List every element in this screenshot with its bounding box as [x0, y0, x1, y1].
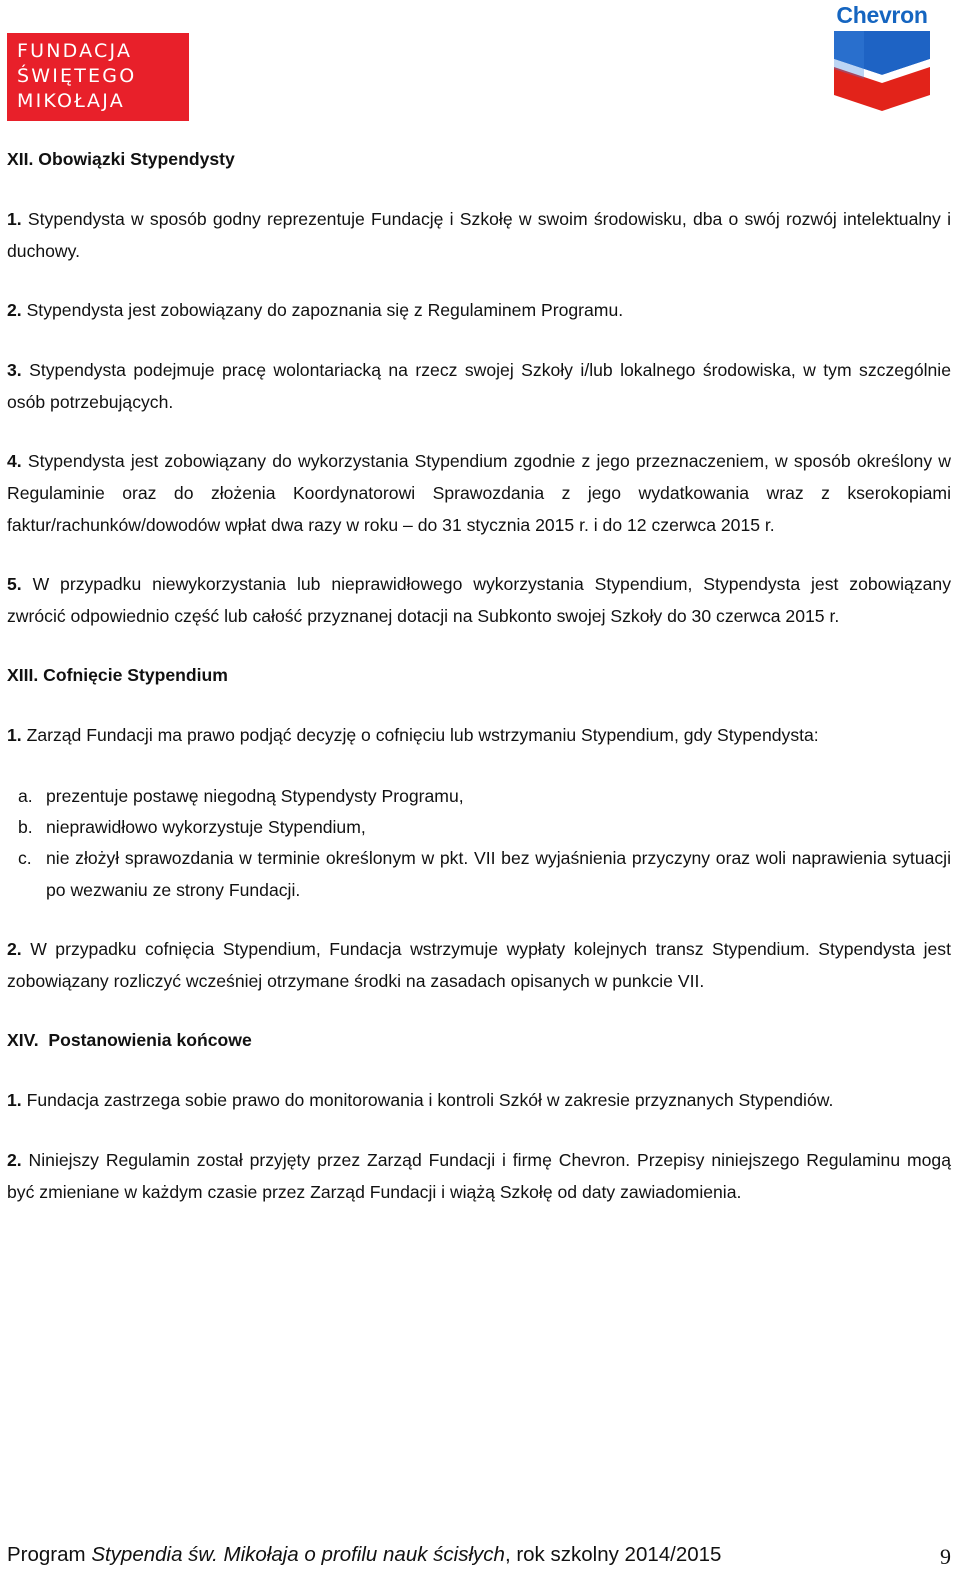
item-number: 4.: [7, 451, 22, 471]
footer-suffix: , rok szkolny 2014/2015: [504, 1543, 722, 1566]
list-marker: c.: [18, 848, 32, 868]
section-xiii-item-1: [7, 719, 951, 751]
item-text: Fundacja zastrzega sobie prawo do monitorowania i kontroli Szkół w zakresie przyznanych Stypendiów.: [21, 1090, 834, 1110]
list-item-c: [18, 842, 951, 906]
list-text: prezentuje postawę niegodną Stypendysty Programu,: [46, 786, 464, 806]
list-item-a: [18, 780, 951, 812]
item-number: 1.: [7, 209, 22, 229]
section-xiv-heading: XIV. Postanowienia końcowe: [7, 1030, 252, 1050]
list-text: nie złożył sprawozdania w terminie określonym w pkt. VII bez wyjaśnienia przyczyny oraz woli naprawienia sytuacji po wezwaniu ze strony Fundacji.: [46, 848, 951, 900]
item-text: Stypendysta jest zobowiązany do wykorzystania Stypendium zgodnie z jego przeznaczeniem, w sposób określony w Regulaminie oraz do złożenia Koordynatorowi Sprawozdania z jego wydatkowania wraz z kserokopiami faktur/rachunków/dowodów wpłat dwa razy w roku – do 31 stycznia 2015 r. i do 12 czerwca 2015 r.: [7, 451, 951, 535]
section-xii-item-5: [7, 568, 951, 632]
list-marker: a.: [18, 786, 33, 806]
item-text: W przypadku cofnięcia Stypendium, Fundacja wstrzymuje wypłaty kolejnych transz Stypendium. Stypendysta jest zobowiązany rozliczyć wcześniej otrzymane środki na zasadach opisanych w punkcie VII.: [7, 939, 951, 991]
item-text: Stypendysta podejmuje pracę wolontariacką na rzecz swojej Szkoły i/lub lokalnego środowiska, w tym szczególnie osób potrzebujących.: [7, 360, 951, 412]
section-xii-item-4: [7, 445, 951, 541]
list-marker: b.: [18, 817, 33, 837]
item-number: 3.: [7, 360, 22, 380]
section-xii-item-3: [7, 354, 951, 418]
section-xiii-heading: XIII. Cofnięcie Stypendium: [7, 665, 228, 685]
item-text: Stypendysta jest zobowiązany do zapoznania się z Regulaminem Programu.: [21, 300, 624, 320]
item-text: Stypendysta w sposób godny reprezentuje Fundację i Szkołę w swoim środowisku, dba o swój rozwój intelektualny i duchowy.: [7, 209, 951, 261]
item-number: 2.: [7, 939, 22, 959]
item-number: 2.: [7, 1150, 22, 1170]
item-number: 1.: [7, 725, 22, 745]
fundacja-logo-line-1: FUNDACJA: [17, 40, 133, 62]
item-text: Niniejszy Regulamin został przyjęty przez Zarząd Fundacji i firmę Chevron. Przepisy niniejszego Regulaminu mogą być zmieniane w każdym czasie przez Zarząd Fundacji i wiążą Szkołę od daty zawiadomienia.: [7, 1150, 951, 1202]
item-number: 5.: [7, 574, 22, 594]
footer-program-name: Stypendia św. Mikołaja o profilu nauk ścisłych: [91, 1543, 505, 1566]
footer-prefix: Program: [7, 1543, 92, 1566]
fundacja-logo: [7, 33, 189, 121]
list-text: nieprawidłowo wykorzystuje Stypendium,: [46, 817, 366, 837]
section-xii-item-1: [7, 203, 951, 267]
item-text: W przypadku niewykorzystania lub nieprawidłowego wykorzystania Stypendium, Stypendysta jest zobowiązany zwrócić odpowiednio część lub całość przyznanej dotacji na Subkonto swojej Szkoły do 30 czerwca 2015 r.: [7, 574, 951, 626]
page-number: 9: [940, 1544, 951, 1569]
item-text: Zarząd Fundacji ma prawo podjąć decyzję o cofnięciu lub wstrzymaniu Stypendium, gdy Stypendysta:: [21, 725, 819, 745]
section-xiii-item-2: [7, 933, 951, 997]
fundacja-logo-line-3: MIKOŁAJA: [17, 90, 125, 112]
page-footer: [7, 1540, 951, 1570]
section-xii-heading: XII. Obowiązki Stypendysty: [7, 149, 235, 169]
section-xiv-item-1: [7, 1084, 951, 1116]
chevron-logo: [830, 2, 934, 112]
chevron-wordmark: Chevron: [836, 2, 928, 28]
fundacja-logo-line-2: ŚWIĘTEGO: [17, 65, 137, 87]
chevron-emblem-icon: [834, 31, 930, 111]
section-xii-item-2: [7, 294, 951, 326]
item-number: 2.: [7, 300, 22, 320]
item-number: 1.: [7, 1090, 22, 1110]
section-xiv-item-2: [7, 1144, 951, 1208]
list-item-b: [18, 811, 951, 843]
